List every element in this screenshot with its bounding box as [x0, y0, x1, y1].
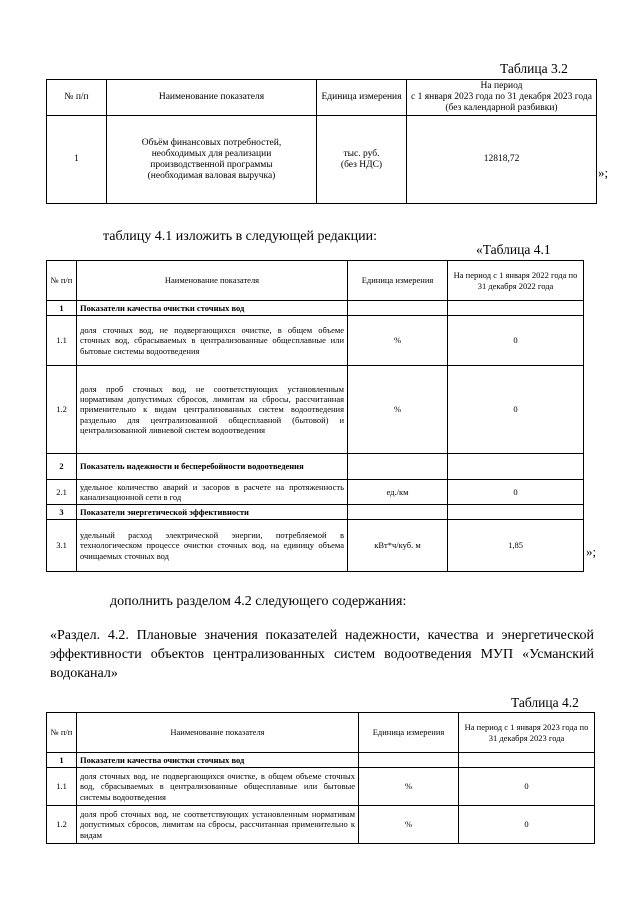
table-4-1 — [46, 260, 584, 572]
table-row-num: 2 — [47, 454, 77, 480]
table-row-name: удельный расход электрической энергии, потребляемой в технологическом процессе очистки сточных вод, на единицу объема очищаемых сточных вод — [77, 520, 348, 572]
table-row-value: 0 — [459, 806, 595, 844]
table-row-unit: % — [359, 806, 459, 844]
table-row-unit: % — [348, 366, 448, 454]
table-row-value: 0 — [448, 316, 584, 366]
table-row-num: 1 — [47, 301, 77, 316]
table-row-unit — [348, 301, 448, 316]
table-4-1-tail: »; — [586, 544, 597, 559]
table-row-num: 1.1 — [47, 316, 77, 366]
col-header-unit: Единица измерения — [348, 261, 448, 301]
table-4-2 — [46, 712, 595, 844]
table-row-name: доля сточных вод, не подвергающихся очистке, в общем объеме сточных вод, сбрасываемых в централизованные общесплавные или бытовые системы водоотведения — [77, 768, 359, 806]
col-header-name: Наименование показателя — [77, 261, 348, 301]
table-row-value: 0 — [448, 366, 584, 454]
table-row-num: 1.2 — [47, 806, 77, 844]
row-num: 1 — [47, 116, 107, 204]
table-row-num: 1.2 — [47, 366, 77, 454]
table-row-num: 3 — [47, 505, 77, 520]
table-row-name: Показатели качества очистки сточных вод — [77, 753, 359, 768]
col-header-name: Наименование показателя — [77, 713, 359, 753]
table-row-unit — [348, 505, 448, 520]
table-row-unit: % — [348, 316, 448, 366]
table-row-num: 2.1 — [47, 480, 77, 505]
table-row-name: доля проб сточных вод, не соответствующих установленным нормативам допустимых сбросов, лимитам на сбросы, рассчитанная применительно к видам — [77, 806, 359, 844]
col-header-unit: Единица измерения — [317, 80, 407, 116]
table-row-name: доля сточных вод, не подвергающихся очистке, в общем объеме сточных вод, сбрасываемых в централизованные общесплавные или бытовые системы водоотведения — [77, 316, 348, 366]
table-row-name: Показатели качества очистки сточных вод — [77, 301, 348, 316]
table-row-num: 1.1 — [47, 768, 77, 806]
col-header-num: № п/п — [47, 713, 77, 753]
table-4-2-caption: Таблица 4.2 — [511, 695, 579, 710]
table-row-unit — [359, 753, 459, 768]
table-row-name: удельное количество аварий и засоров в расчете на протяженность канализационной сети в год — [77, 480, 348, 505]
table-3-2 — [46, 79, 597, 204]
col-header-num: № п/п — [47, 261, 77, 301]
row-value: 12818,72 — [407, 116, 597, 204]
table-3-2-tail: »; — [598, 165, 609, 180]
table-row-value: 0 — [459, 768, 595, 806]
instruction-paragraph: таблицу 4.1 изложить в следующей редакции: — [103, 229, 378, 244]
row-name: Объём финансовых потребностей, необходимых для реализации производственной программы (необходимая валовая выручка) — [107, 116, 317, 204]
table-row-unit: % — [359, 768, 459, 806]
table-row-num: 3.1 — [47, 520, 77, 572]
table-row-value — [448, 454, 584, 480]
table-row-unit — [348, 454, 448, 480]
table-4-1-caption: «Таблица 4.1 — [476, 242, 551, 257]
col-header-period: На период с 1 января 2023 года по 31 декабря 2023 года — [459, 713, 595, 753]
col-header-period: На период с 1 января 2022 года по 31 декабря 2022 года — [448, 261, 584, 301]
table-row-value — [448, 301, 584, 316]
table-row-unit: кВт*ч/куб. м — [348, 520, 448, 572]
col-header-name: Наименование показателя — [107, 80, 317, 116]
table-row-unit: ед./км — [348, 480, 448, 505]
table-row-value: 1,85 — [448, 520, 584, 572]
instruction-paragraph-2: дополнить разделом 4.2 следующего содержания: — [110, 594, 407, 609]
table-row-name: Показатели энергетической эффективности — [77, 505, 348, 520]
col-header-period: На период с 1 января 2023 года по 31 декабря 2023 года (без календарной разбивки) — [407, 80, 597, 116]
row-unit: тыс. руб. (без НДС) — [317, 116, 407, 204]
col-header-unit: Единица измерения — [359, 713, 459, 753]
table-row-value — [459, 753, 595, 768]
col-header-num: № п/п — [47, 80, 107, 116]
table-row-num: 1 — [47, 753, 77, 768]
table-row-value — [448, 505, 584, 520]
table-row-name: доля проб сточных вод, не соответствующих установленным нормативам допустимых сбросов, лимитам на сбросы, рассчитанная применительно к видам централизованных систем водоотведения раздельно для централизованной общесплавной (бытовой) и централизованной ливневой систем водоотведения — [77, 366, 348, 454]
table-3-2-caption: Таблица 3.2 — [500, 61, 568, 76]
table-row-value: 0 — [448, 480, 584, 505]
section-4-2-heading: «Раздел. 4.2. Плановые значения показателей надежности, качества и энергетической эффективности объектов централизованных систем водоотведения МУП «Усманский водоканал» — [50, 628, 594, 681]
table-row-name: Показатель надежности и бесперебойности водоотведения — [77, 454, 348, 480]
